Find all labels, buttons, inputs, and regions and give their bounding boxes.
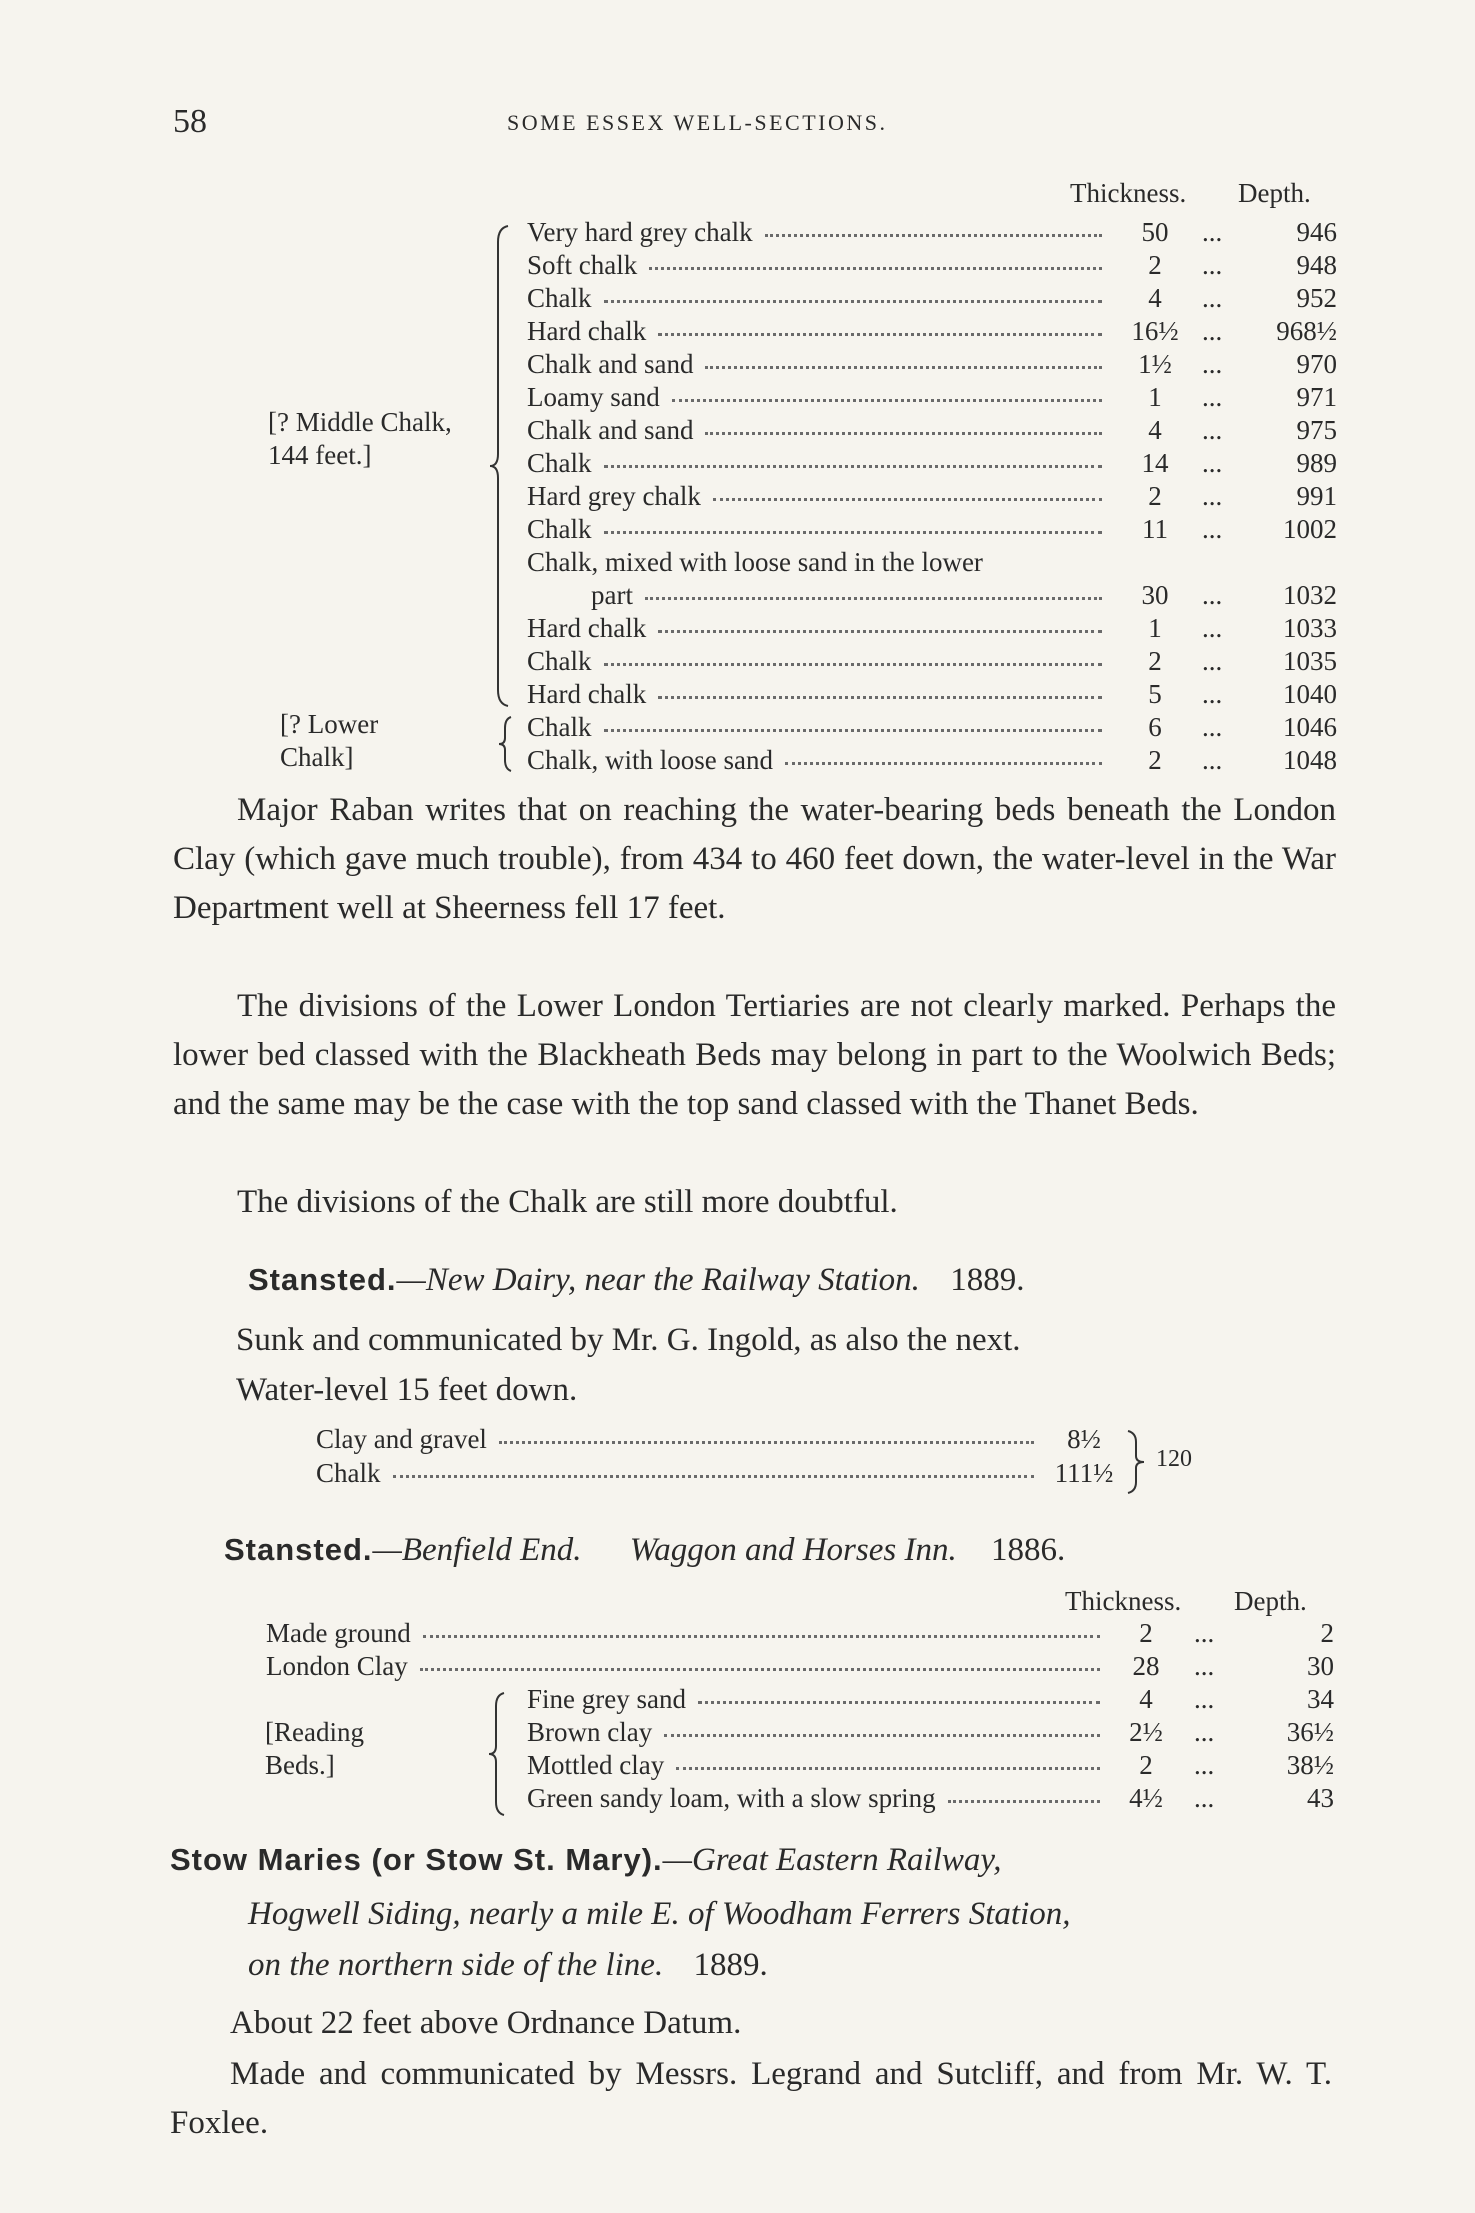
place-name: Stansted. xyxy=(248,1262,397,1297)
row-description: Fine grey sand xyxy=(527,1684,686,1714)
table-row xyxy=(527,712,1347,745)
place-name: Stow Maries (or Stow St. Mary). xyxy=(170,1842,663,1877)
depth-value: 946 xyxy=(1296,217,1337,247)
depth-value: 989 xyxy=(1296,448,1337,478)
table-row xyxy=(527,646,1347,679)
thickness-value: 11 xyxy=(1142,514,1168,544)
leader-dots xyxy=(604,465,1102,468)
separator-dots: ... xyxy=(1202,646,1223,676)
depth-value: 948 xyxy=(1296,250,1337,280)
separator-dots: ... xyxy=(1202,382,1223,412)
depth-value: 2 xyxy=(1320,1618,1334,1648)
note-sunk-by: Sunk and communicated by Mr. G. Ingold, as also the next. xyxy=(236,1322,1021,1358)
row-description: Hard chalk xyxy=(527,316,647,346)
row-description: Chalk xyxy=(527,448,592,478)
thickness-value: 2 xyxy=(1148,481,1162,511)
thickness-value: 4 xyxy=(1148,283,1162,313)
site-description-line-3 xyxy=(248,1947,768,1984)
leader-dots xyxy=(645,597,1102,600)
depth-value: 975 xyxy=(1296,415,1337,445)
separator-dots: ... xyxy=(1202,217,1223,247)
row-description: Soft chalk xyxy=(527,250,638,280)
paragraph-tertiaries xyxy=(173,982,1336,1129)
row-description: Hard chalk xyxy=(527,679,647,709)
row-description: Chalk xyxy=(527,283,592,313)
paragraph-text: The divisions of the Lower London Tertiaries are not clearly marked. Perhaps the lower bed classed with the Blackheath Beds may belong in part to the Woolwich Beds; and the same may be the case with the top sand classed with the Thanet Beds. xyxy=(173,988,1336,1122)
table-row xyxy=(527,217,1347,250)
row-description: Hard grey chalk xyxy=(527,481,701,511)
table-row xyxy=(527,382,1347,415)
thickness-value: 30 xyxy=(1141,580,1169,610)
site-description-line-2: Hogwell Siding, nearly a mile E. of Woodham Ferrers Station, xyxy=(248,1896,1071,1932)
table-row xyxy=(527,415,1347,448)
thickness-value: 5 xyxy=(1148,679,1162,709)
depth-value: 34 xyxy=(1307,1684,1334,1714)
depth-value: 1035 xyxy=(1283,646,1337,676)
leader-dots xyxy=(705,366,1102,369)
year: 1889. xyxy=(693,1947,768,1983)
table-row xyxy=(266,1684,1346,1717)
column-header-thickness: Thickness. xyxy=(1065,1586,1182,1616)
separator-dots: ... xyxy=(1202,316,1223,346)
leader-dots xyxy=(423,1635,1100,1638)
row-description: London Clay xyxy=(266,1651,408,1681)
column-header-depth: Depth. xyxy=(1234,1586,1307,1616)
separator-dots: ... xyxy=(1202,415,1223,445)
table-row xyxy=(527,481,1347,514)
separator-dots: ... xyxy=(1194,1750,1215,1780)
site-description: —Benfield End. xyxy=(372,1532,582,1568)
separator-dots: ... xyxy=(1194,1783,1215,1813)
depth-value: 991 xyxy=(1296,481,1337,511)
paragraph-text: Made and communicated by Messrs. Legrand and Sutcliff, and from Mr. W. T. Foxlee. xyxy=(170,2056,1332,2141)
depth-value: 970 xyxy=(1296,349,1337,379)
left-brace-middle-chalk xyxy=(488,222,514,710)
leader-dots xyxy=(649,267,1102,270)
thickness-value: 2 xyxy=(1139,1750,1153,1780)
thickness-value: 14 xyxy=(1141,448,1169,478)
row-description: Mottled clay xyxy=(527,1750,665,1780)
paragraph-raban xyxy=(173,786,1336,933)
depth-value: 1040 xyxy=(1283,679,1337,709)
separator-dots: ... xyxy=(1202,250,1223,280)
depth-value: 1033 xyxy=(1283,613,1337,643)
separator-dots: ... xyxy=(1194,1717,1215,1747)
group-label-middle-chalk: [? Middle Chalk, 144 feet.] xyxy=(268,407,452,470)
depth-value: 1048 xyxy=(1283,745,1337,775)
table-row xyxy=(316,1424,1116,1457)
table-row xyxy=(527,250,1347,283)
section-heading-stow-maries xyxy=(170,1842,1001,1879)
paragraph-chalk-divisions xyxy=(173,1178,1336,1227)
column-header-depth: Depth. xyxy=(1238,178,1311,208)
row-description: Hard chalk xyxy=(527,613,647,643)
table-row xyxy=(527,349,1347,382)
note-communicated-by xyxy=(170,2050,1332,2148)
total-depth: 120 xyxy=(1156,1446,1192,1472)
thickness-value: 4 xyxy=(1139,1684,1153,1714)
table-row xyxy=(527,547,1347,580)
leader-dots xyxy=(604,663,1102,666)
depth-value: 30 xyxy=(1307,1651,1334,1681)
depth-value: 1046 xyxy=(1283,712,1337,742)
leader-dots xyxy=(658,696,1102,699)
table-row xyxy=(527,679,1347,712)
depth-value: 952 xyxy=(1296,283,1337,313)
leader-dots xyxy=(705,432,1102,435)
site-description: —Great Eastern Railway, xyxy=(662,1842,1002,1878)
thickness-value: 4½ xyxy=(1129,1783,1163,1813)
page-number: 58 xyxy=(173,103,207,140)
row-description: Chalk xyxy=(527,646,592,676)
depth-value: 968½ xyxy=(1276,316,1337,346)
row-description: Chalk and sand xyxy=(527,415,694,445)
row-description: Very hard grey chalk xyxy=(527,217,753,247)
paragraph-text: Major Raban writes that on reaching the water-bearing beds beneath the London Clay (which gave much trouble), from 434 to 460 feet down, the water-level in the War Department well at Sheerness fell 17 feet. xyxy=(173,792,1336,926)
table-row xyxy=(266,1750,1346,1783)
group-label-reading-beds: [Reading Beds.] xyxy=(265,1717,364,1780)
depth-value: 36½ xyxy=(1286,1717,1334,1747)
separator-dots: ... xyxy=(1202,712,1223,742)
paragraph-text: The divisions of the Chalk are still more doubtful. xyxy=(237,1184,898,1220)
leader-dots xyxy=(604,300,1102,303)
thickness-value: 2 xyxy=(1148,250,1162,280)
table-row xyxy=(266,1618,1346,1651)
row-description: Chalk xyxy=(316,1458,381,1488)
leader-dots xyxy=(604,729,1102,732)
thickness-value: 2 xyxy=(1148,745,1162,775)
note-ordnance-datum: About 22 feet above Ordnance Datum. xyxy=(230,2005,742,2041)
separator-dots: ... xyxy=(1202,481,1223,511)
table-row xyxy=(527,580,1347,613)
site-description-text: on the northern side of the line. xyxy=(248,1947,664,1983)
row-description: Chalk, mixed with loose sand in the lower xyxy=(527,547,983,577)
table-row xyxy=(266,1651,1346,1684)
thickness-value: 1 xyxy=(1148,382,1162,412)
row-description: Brown clay xyxy=(527,1717,653,1747)
thickness-value: 1 xyxy=(1148,613,1162,643)
separator-dots: ... xyxy=(1202,613,1223,643)
leader-dots xyxy=(698,1701,1100,1704)
separator-dots: ... xyxy=(1202,448,1223,478)
row-description: Chalk and sand xyxy=(527,349,694,379)
thickness-value: 1½ xyxy=(1138,349,1172,379)
thickness-value: 2 xyxy=(1148,646,1162,676)
depth-value: 1002 xyxy=(1283,514,1337,544)
left-brace-lower-chalk xyxy=(495,714,521,774)
leader-dots xyxy=(785,762,1102,765)
row-description: Chalk xyxy=(527,514,592,544)
separator-dots: ... xyxy=(1202,745,1223,775)
row-description: Made ground xyxy=(266,1618,411,1648)
leader-dots xyxy=(658,333,1102,336)
table-row xyxy=(527,283,1347,316)
thickness-value: 2 xyxy=(1139,1618,1153,1648)
separator-dots: ... xyxy=(1194,1651,1215,1681)
table-row xyxy=(266,1783,1346,1816)
section-heading-stansted-new-dairy xyxy=(248,1262,1024,1299)
leader-dots xyxy=(765,234,1102,237)
note-water-level: Water-level 15 feet down. xyxy=(236,1372,578,1408)
thickness-value: 111½ xyxy=(1054,1458,1114,1488)
leader-dots xyxy=(658,630,1102,633)
column-header-thickness: Thickness. xyxy=(1070,178,1187,208)
year: 1886. xyxy=(990,1532,1066,1568)
thickness-value: 50 xyxy=(1141,217,1169,247)
table-row xyxy=(527,316,1347,349)
depth-value: 43 xyxy=(1307,1783,1334,1813)
running-head: SOME ESSEX WELL-SECTIONS. xyxy=(507,110,888,135)
year: 1889. xyxy=(950,1262,1025,1298)
thickness-value: 16½ xyxy=(1131,316,1179,346)
table-row xyxy=(527,745,1347,778)
leader-dots xyxy=(664,1734,1100,1737)
row-description: part xyxy=(591,580,633,610)
place-name: Stansted. xyxy=(224,1532,373,1567)
leader-dots xyxy=(713,498,1102,501)
thickness-value: 2½ xyxy=(1129,1717,1163,1747)
thickness-value: 28 xyxy=(1132,1651,1160,1681)
leader-dots xyxy=(948,1800,1100,1803)
row-description: Loamy sand xyxy=(527,382,660,412)
thickness-value: 8½ xyxy=(1067,1424,1101,1454)
separator-dots: ... xyxy=(1202,283,1223,313)
thickness-value: 6 xyxy=(1148,712,1162,742)
section-heading-stansted-benfield-end xyxy=(224,1532,1065,1569)
depth-value: 971 xyxy=(1296,382,1337,412)
right-brace-total xyxy=(1124,1428,1146,1496)
row-description: Clay and gravel xyxy=(316,1424,487,1454)
leader-dots xyxy=(604,531,1102,534)
row-description: Chalk xyxy=(527,712,592,742)
table-row xyxy=(527,514,1347,547)
group-label-lower-chalk: [? Lower Chalk] xyxy=(280,709,379,772)
leader-dots xyxy=(672,399,1102,402)
site-description: —New Dairy, near the Railway Station. xyxy=(396,1262,920,1298)
leader-dots xyxy=(420,1668,1100,1671)
leader-dots xyxy=(393,1475,1034,1478)
separator-dots: ... xyxy=(1202,580,1223,610)
depth-value: 38½ xyxy=(1286,1750,1334,1780)
table-row xyxy=(316,1458,1116,1491)
row-description: Chalk, with loose sand xyxy=(527,745,773,775)
separator-dots: ... xyxy=(1202,514,1223,544)
separator-dots: ... xyxy=(1202,679,1223,709)
leader-dots xyxy=(499,1441,1034,1444)
table-row xyxy=(266,1717,1346,1750)
thickness-value: 4 xyxy=(1148,415,1162,445)
row-description: Green sandy loam, with a slow spring xyxy=(527,1783,936,1813)
separator-dots: ... xyxy=(1194,1684,1215,1714)
inn-name: Waggon and Horses Inn. xyxy=(629,1532,957,1568)
leader-dots xyxy=(676,1767,1100,1770)
table-row xyxy=(527,448,1347,481)
separator-dots: ... xyxy=(1194,1618,1215,1648)
depth-value: 1032 xyxy=(1283,580,1337,610)
separator-dots: ... xyxy=(1202,349,1223,379)
table-row xyxy=(527,613,1347,646)
